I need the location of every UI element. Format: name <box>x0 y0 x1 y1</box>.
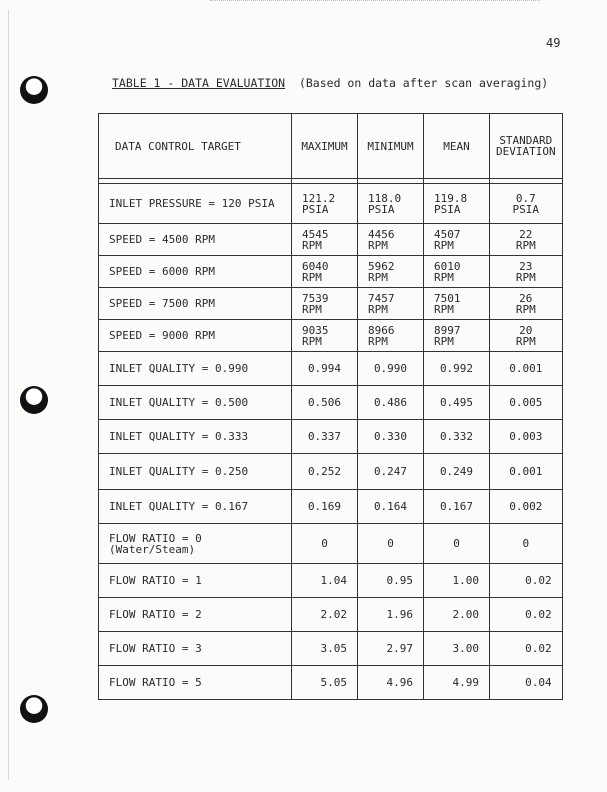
min-cell <box>358 352 424 386</box>
cell-text: RPM <box>434 270 454 284</box>
cell-text: 3.05 <box>320 642 347 655</box>
cell-text: 2.97 <box>386 642 413 655</box>
cell-text: INLET QUALITY = 0.250 <box>109 465 249 478</box>
target-cell <box>99 490 292 524</box>
cell-text: 0 <box>522 537 530 550</box>
cell-text: PSIA <box>434 202 461 216</box>
min-cell <box>358 184 424 224</box>
table-row <box>99 666 563 700</box>
mean-cell <box>424 224 490 256</box>
page-edge <box>8 10 9 780</box>
cell-text: RPM <box>368 270 388 284</box>
cell-text: FLOW RATIO = 2 <box>109 608 202 621</box>
cell-text: RPM <box>434 302 454 316</box>
cell-text: SPEED = 7500 RPM <box>109 297 215 310</box>
max-cell <box>292 490 358 524</box>
mean-cell <box>424 598 490 632</box>
max-cell <box>292 598 358 632</box>
min-cell <box>358 224 424 256</box>
sd-cell <box>490 288 563 320</box>
cell-text: 1.00 <box>452 574 479 587</box>
cell-text: 0.330 <box>373 430 408 443</box>
mean-cell <box>424 288 490 320</box>
header-cell <box>99 114 292 179</box>
min-cell <box>358 420 424 454</box>
cell-text: 0.95 <box>386 574 413 587</box>
cell-text: 23 <box>519 259 533 273</box>
sd-cell <box>490 564 563 598</box>
target-cell <box>99 666 292 700</box>
table-row <box>99 224 563 256</box>
target-cell <box>99 454 292 490</box>
header-cell <box>292 114 358 179</box>
cell-text: 0.247 <box>373 465 408 478</box>
cell-text: RPM <box>302 302 322 316</box>
cell-text: FLOW RATIO = 1 <box>109 574 202 587</box>
table-row <box>99 564 563 598</box>
table-title-note: (Based on data after scan averaging) <box>298 76 549 90</box>
cell-text: RPM <box>368 238 388 252</box>
sd-cell <box>490 224 563 256</box>
cell-text: 7501 <box>434 291 461 305</box>
table-title <box>112 76 548 90</box>
max-cell <box>292 564 358 598</box>
cell-text: 0.003 <box>509 430 543 443</box>
table-row <box>99 598 563 632</box>
cell-text: 0.164 <box>373 500 408 513</box>
cell-text: STANDARD DEVIATION <box>496 134 556 158</box>
sd-cell <box>490 490 563 524</box>
target-cell <box>99 352 292 386</box>
mean-cell <box>424 386 490 420</box>
min-cell <box>358 320 424 352</box>
table-row <box>99 454 563 490</box>
max-cell <box>292 288 358 320</box>
cell-text: MINIMUM <box>367 139 414 153</box>
table-title-main: TABLE 1 - DATA EVALUATION <box>112 76 286 90</box>
cell-text: 7457 <box>368 291 395 305</box>
max-cell <box>292 184 358 224</box>
cell-text: 0 <box>321 537 328 550</box>
cell-text: 0.486 <box>373 396 408 409</box>
min-cell <box>358 632 424 666</box>
cell-text: 1.04 <box>320 574 347 587</box>
cell-text: SPEED = 6000 RPM <box>109 265 215 278</box>
target-cell <box>99 598 292 632</box>
mean-cell <box>424 184 490 224</box>
cell-text: RPM <box>515 238 536 252</box>
cell-text: 0.337 <box>307 430 342 443</box>
target-cell <box>99 288 292 320</box>
max-cell <box>292 632 358 666</box>
cell-text: 0.7 <box>515 191 536 205</box>
table-row <box>99 320 563 352</box>
cell-text: 0.249 <box>439 465 474 478</box>
cell-text: 0.04 <box>525 676 552 689</box>
cell-text: 0.994 <box>307 362 342 375</box>
sd-cell <box>490 632 563 666</box>
cell-text: 0.506 <box>307 396 342 409</box>
sd-cell <box>490 184 563 224</box>
target-cell <box>99 256 292 288</box>
cell-text: 8997 <box>434 323 461 337</box>
target-cell <box>99 224 292 256</box>
cell-text: INLET QUALITY = 0.500 <box>109 396 249 409</box>
cell-text: 8966 <box>368 323 395 337</box>
cell-text: 26 <box>519 291 533 305</box>
max-cell <box>292 524 358 564</box>
cell-text: INLET PRESSURE = 120 PSIA <box>109 197 275 210</box>
sd-cell <box>490 352 563 386</box>
table-row <box>99 288 563 320</box>
target-cell <box>99 524 292 564</box>
cell-text: INLET QUALITY = 0.167 <box>109 500 249 513</box>
table-header-row <box>99 114 563 179</box>
cell-text: 6040 <box>302 259 329 273</box>
mean-cell <box>424 524 490 564</box>
cell-text: 0.992 <box>439 362 474 375</box>
cell-text: FLOW RATIO = 3 <box>109 642 202 655</box>
cell-text: 0.252 <box>307 465 342 478</box>
cell-text: 0.495 <box>439 396 474 409</box>
cell-text: 5.05 <box>320 676 347 689</box>
cell-text: 0.332 <box>439 430 474 443</box>
cell-text: 2.00 <box>452 608 479 621</box>
cell-text: 0.990 <box>373 362 408 375</box>
cell-text: 0 <box>387 537 394 550</box>
max-cell <box>292 256 358 288</box>
max-cell <box>292 420 358 454</box>
min-cell <box>358 454 424 490</box>
cell-text: 9035 <box>302 323 329 337</box>
sd-cell <box>490 256 563 288</box>
cell-text: 4507 <box>434 227 461 241</box>
cell-text: 118.0 <box>368 191 402 205</box>
data-evaluation-table <box>98 113 563 700</box>
header-cell <box>424 114 490 179</box>
table-row <box>99 352 563 386</box>
table-row <box>99 632 563 666</box>
sd-cell <box>490 320 563 352</box>
table-row <box>99 386 563 420</box>
cell-text: 3.00 <box>452 642 479 655</box>
cell-text: PSIA <box>512 202 540 216</box>
cell-text: (Water/Steam) <box>109 542 196 556</box>
min-cell <box>358 598 424 632</box>
sd-cell <box>490 524 563 564</box>
cell-text: RPM <box>302 238 322 252</box>
sd-cell <box>490 666 563 700</box>
cell-text: 0.005 <box>509 396 543 409</box>
cell-text: RPM <box>434 238 454 252</box>
max-cell <box>292 352 358 386</box>
cell-text: RPM <box>515 270 536 284</box>
cell-text: 0.02 <box>525 574 552 587</box>
cell-text: 121.2 <box>302 191 336 205</box>
punch-hole-middle-icon <box>20 386 48 414</box>
cell-text: MEAN <box>443 139 470 153</box>
cell-text: 4.96 <box>386 676 413 689</box>
mean-cell <box>424 666 490 700</box>
cell-text: MAXIMUM <box>301 139 348 153</box>
mean-cell <box>424 490 490 524</box>
mean-cell <box>424 352 490 386</box>
cell-text: 0.169 <box>307 500 342 513</box>
cell-text: 0.002 <box>509 500 543 513</box>
cell-text: 7539 <box>302 291 329 305</box>
cell-text: 5962 <box>368 259 395 273</box>
cell-text: RPM <box>368 302 388 316</box>
sd-cell <box>490 598 563 632</box>
cell-text: 2.02 <box>320 608 347 621</box>
cell-text: PSIA <box>302 202 329 216</box>
cell-text: 0.167 <box>439 500 474 513</box>
target-cell <box>99 632 292 666</box>
min-cell <box>358 386 424 420</box>
cell-text: RPM <box>515 302 536 316</box>
target-cell <box>99 184 292 224</box>
cell-text: 0.02 <box>525 642 552 655</box>
sd-cell <box>490 386 563 420</box>
cell-text: RPM <box>368 334 388 348</box>
top-scan-artifact <box>210 0 540 4</box>
page-number: 49 <box>546 36 561 50</box>
cell-text: 119.8 <box>434 191 468 205</box>
min-cell <box>358 288 424 320</box>
target-cell <box>99 320 292 352</box>
cell-text: RPM <box>515 334 536 348</box>
mean-cell <box>424 564 490 598</box>
cell-text: FLOW RATIO = 0 <box>109 531 202 545</box>
punch-hole-top-icon <box>20 76 48 104</box>
cell-text: SPEED = 9000 RPM <box>109 329 215 342</box>
target-cell <box>99 564 292 598</box>
cell-text: RPM <box>434 334 454 348</box>
max-cell <box>292 386 358 420</box>
cell-text: 0.001 <box>509 465 543 478</box>
max-cell <box>292 320 358 352</box>
min-cell <box>358 256 424 288</box>
cell-text: INLET QUALITY = 0.333 <box>109 430 249 443</box>
cell-text: 0 <box>453 537 460 550</box>
cell-text: 0.001 <box>509 362 543 375</box>
cell-text: DATA CONTROL TARGET <box>115 139 241 153</box>
cell-text: 4545 <box>302 227 329 241</box>
min-cell <box>358 524 424 564</box>
table-row <box>99 420 563 454</box>
cell-text: 22 <box>519 227 533 241</box>
cell-text: 1.96 <box>386 608 413 621</box>
cell-text: SPEED = 4500 RPM <box>109 233 215 246</box>
min-cell <box>358 564 424 598</box>
header-cell <box>490 114 563 179</box>
sd-cell <box>490 454 563 490</box>
mean-cell <box>424 320 490 352</box>
cell-text: RPM <box>302 334 322 348</box>
mean-cell <box>424 454 490 490</box>
target-cell <box>99 386 292 420</box>
target-cell <box>99 420 292 454</box>
cell-text: INLET QUALITY = 0.990 <box>109 362 249 375</box>
min-cell <box>358 666 424 700</box>
cell-text: PSIA <box>368 202 395 216</box>
mean-cell <box>424 256 490 288</box>
max-cell <box>292 224 358 256</box>
cell-text: FLOW RATIO = 5 <box>109 676 202 689</box>
min-cell <box>358 490 424 524</box>
table-row <box>99 256 563 288</box>
table-row <box>99 184 563 224</box>
table-row <box>99 490 563 524</box>
cell-text: 4456 <box>368 227 395 241</box>
header-cell <box>358 114 424 179</box>
cell-text: 4.99 <box>452 676 479 689</box>
sd-cell <box>490 420 563 454</box>
punch-hole-bottom-icon <box>20 695 48 723</box>
cell-text: 20 <box>519 323 533 337</box>
max-cell <box>292 666 358 700</box>
mean-cell <box>424 632 490 666</box>
cell-text: RPM <box>302 270 322 284</box>
mean-cell <box>424 420 490 454</box>
max-cell <box>292 454 358 490</box>
cell-text: 6010 <box>434 259 461 273</box>
table-row <box>99 524 563 564</box>
cell-text: 0.02 <box>525 608 552 621</box>
